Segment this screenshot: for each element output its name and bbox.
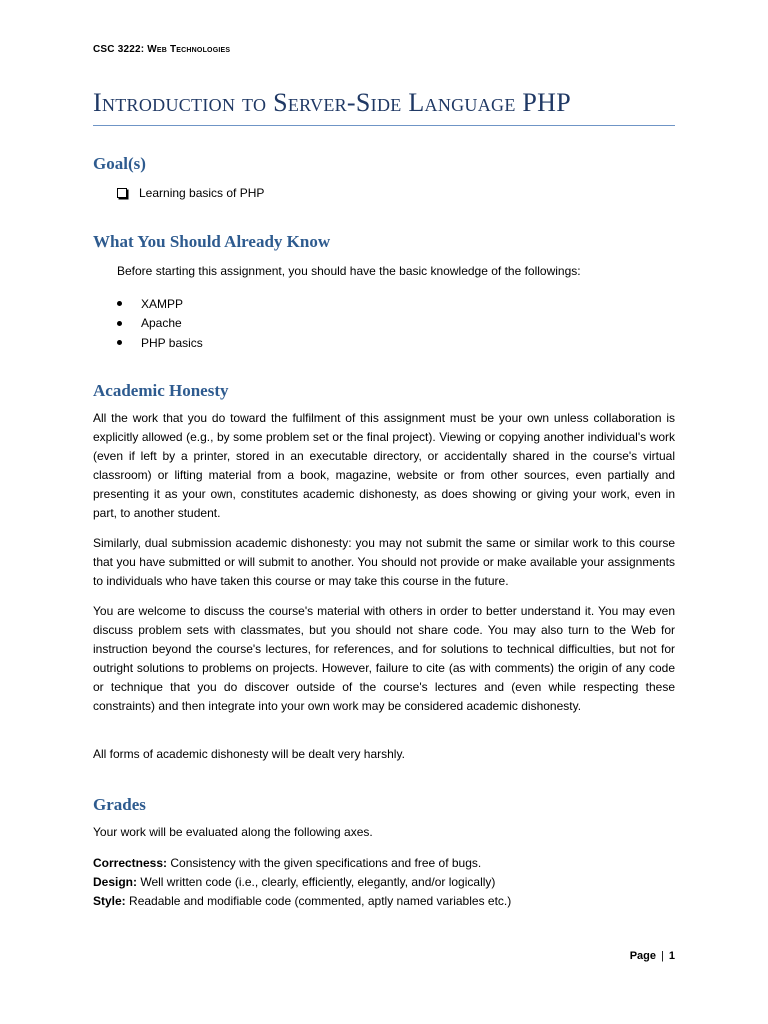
list-item-label: XAMPP bbox=[141, 296, 184, 311]
goal-item bbox=[117, 186, 264, 200]
list-item-label: Apache bbox=[141, 316, 182, 331]
criterion-text: Readable and modifiable code (commented, aptly named variables etc.) bbox=[129, 894, 512, 908]
prereq-intro: Before starting this assignment, you should have the basic knowledge of the followings: bbox=[117, 264, 581, 278]
list-item bbox=[117, 333, 203, 353]
bullet-icon bbox=[117, 321, 122, 326]
prereq-list bbox=[117, 294, 203, 353]
page-separator: | bbox=[661, 950, 664, 962]
criterion-correctness bbox=[93, 854, 481, 873]
page-label: Page bbox=[629, 950, 657, 962]
page-number: 1 bbox=[668, 950, 675, 962]
goal-item-label: Learning basics of PHP bbox=[139, 186, 265, 200]
goals-heading: Goal(s) bbox=[93, 154, 146, 173]
page-footer bbox=[630, 950, 675, 962]
prereq-heading: What You Should Already Know bbox=[93, 232, 331, 251]
list-item bbox=[117, 294, 203, 314]
checkbox-bullet-icon bbox=[117, 188, 127, 198]
criterion-style bbox=[93, 892, 511, 911]
criterion-text: Consistency with the given specifications and free of bugs. bbox=[170, 856, 482, 870]
grades-heading: Grades bbox=[93, 795, 146, 814]
criterion-design bbox=[93, 873, 495, 892]
criterion-text: Well written code (i.e., clearly, efficiently, elegantly, and/or logically) bbox=[140, 875, 496, 889]
page-title: Introduction to Server-Side Language PHP bbox=[93, 88, 572, 117]
honesty-paragraph-1: All the work that you do toward the fulfilment of this assignment must be your own unless collaboration is explicitly allowed (e.g., by some problem set or the final project). Viewing or copying another individual's work (even if left by a printer, stored in an executable directory, or accidentally shared in the course's virtual classroom) or lifting material from a book, magazine, website or from other sources, even partially and presenting it as your own, constitutes academic dishonesty, as does showing or giving your work, even in part, to another student. bbox=[93, 411, 675, 520]
grades-intro: Your work will be evaluated along the following axes. bbox=[93, 825, 373, 839]
criterion-label: Correctness: bbox=[93, 856, 168, 870]
title-underline bbox=[93, 125, 675, 126]
honesty-paragraph-4: All forms of academic dishonesty will be dealt very harshly. bbox=[93, 747, 405, 761]
honesty-paragraph-2: Similarly, dual submission academic dishonesty: you may not submit the same or similar work to this course that you have submitted or will submit to another. You should not provide or make available your assignments to individuals who have taken this course or may take this course in the future. bbox=[93, 536, 675, 588]
list-item bbox=[117, 314, 203, 334]
bullet-icon bbox=[117, 301, 122, 306]
running-header: CSC 3222: Web Technologies bbox=[93, 44, 231, 55]
bullet-icon bbox=[117, 340, 122, 345]
honesty-heading: Academic Honesty bbox=[93, 381, 229, 400]
honesty-paragraph-3: You are welcome to discuss the course's material with others in order to better understand it. You may even discuss problem sets with classmates, but you should not share code. You may also turn to the Web for instruction beyond the course's lectures, for references, and for solutions to technical difficulties, but not for outright solutions to problems on projects. However, failure to cite (as with comments) the origin of any code or technique that you do discover outside of the course's lectures and (even while respecting these constraints) and then integrate into your own work may be considered academic dishonesty. bbox=[93, 604, 675, 713]
list-item-label: PHP basics bbox=[141, 335, 203, 350]
criterion-label: Design: bbox=[93, 875, 138, 889]
criterion-label: Style: bbox=[93, 894, 126, 908]
